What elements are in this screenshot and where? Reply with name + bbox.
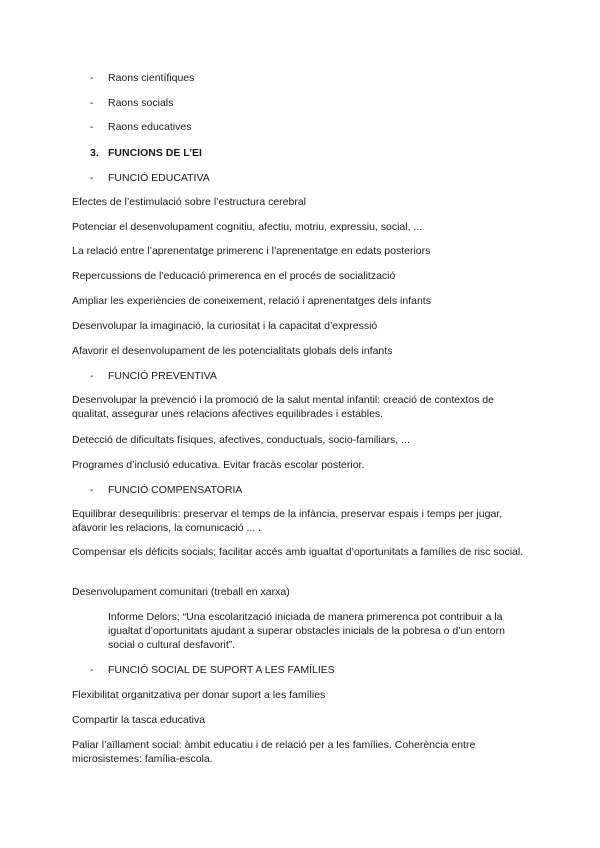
paragraph: Afavorir el desenvolupament de les potencialitats globals dels infants (72, 345, 393, 357)
paragraph: Programes d’inclusió educativa. Evitar fracàs escolar posterior. (72, 459, 365, 471)
subheading-title: FUNCIÓ PREVENTIVA (108, 370, 217, 382)
paragraph: Paliar l’aïllament social: àmbit educatiu i de relació per a les famílies. Coherència entre microsistemes: família-escola. (72, 739, 476, 765)
section-heading (90, 147, 202, 159)
bullet-text: Raons educatives (108, 121, 192, 133)
subheading-title: FUNCIÓ EDUCATIVA (108, 172, 210, 184)
paragraph: Desenvolupar la prevenció i la promoció de la salut mental infantil: creació de contextos de qualitat, assegurar unes relacions afectives equilibrades i estables. (72, 394, 494, 420)
bullet-raons-socials (90, 97, 173, 109)
bullet-dash: - (90, 121, 94, 133)
subheading-funcio-preventiva (90, 370, 217, 382)
subheading-funcio-compensatoria (90, 484, 242, 496)
bullet-dash: - (90, 370, 94, 382)
bullet-raons-cientifiques (90, 72, 194, 84)
subheading-title: FUNCIÓ SOCIAL DE SUPORT A LES FAMÍLIES (108, 664, 335, 676)
bullet-dash: - (90, 484, 94, 496)
paragraph: Flexibilitat organitzativa per donar suport a les famílies (72, 689, 326, 701)
quote-informe-delors: Informe Delors: “Una escolarització iniciada de manera primerenca pot contribuir a la igualtat d’oportunitats ajudant a superar obstacles inicials de la pobresa o d’un entorn social o cultural desfavorit”. (108, 611, 505, 651)
subheading-funcio-social (90, 664, 335, 676)
section-number: 3. (90, 147, 99, 159)
paragraph: Equilibrar desequilibris: preservar el temps de la infància, preservar espais i temps per jugar, afavorir les relacions, la comunicació ... . (72, 508, 503, 534)
bullet-text: Raons socials (108, 97, 174, 109)
bullet-dash: - (90, 97, 94, 109)
paragraph: Compensar els dèficits socials; facilitar accés amb igualtat d’oportunitats a famílies de risc social. (72, 546, 524, 558)
subheading-title: FUNCIÓ COMPENSATORIA (108, 484, 243, 496)
paragraph: Detecció de dificultats físiques, afectives, conductuals, socio-familiars, ... (72, 434, 410, 446)
bullet-dash: - (90, 664, 94, 676)
section-title: FUNCIONS DE L’EI (108, 147, 202, 159)
paragraph: Desenvolupar la imaginació, la curiositat i la capacitat d’expressió (72, 320, 378, 332)
subheading-funcio-educativa (90, 172, 210, 184)
bullet-dash: - (90, 72, 94, 84)
bullet-text: Raons científiques (108, 72, 195, 84)
paragraph: Ampliar les experiències de coneixement, relació i aprenentatges dels infants (72, 295, 431, 307)
bullet-dash: - (90, 172, 94, 184)
paragraph: Desenvolupament comunitari (treball en xarxa) (72, 586, 290, 598)
bullet-raons-educatives (90, 121, 191, 133)
paragraph: Potenciar el desenvolupament cognitiu, afectiu, motriu, expressiu, social, ... (72, 221, 423, 233)
paragraph: Repercussions de l’educació primerenca en el procés de socialització (72, 270, 396, 282)
paragraph: Efectes de l’estimulació sobre l’estructura cerebral (72, 196, 307, 208)
paragraph: Compartir la tasca educativa (72, 714, 206, 726)
paragraph: La relació entre l’aprenentatge primerenc i l’aprenentatge en edats posteriors (72, 245, 431, 257)
